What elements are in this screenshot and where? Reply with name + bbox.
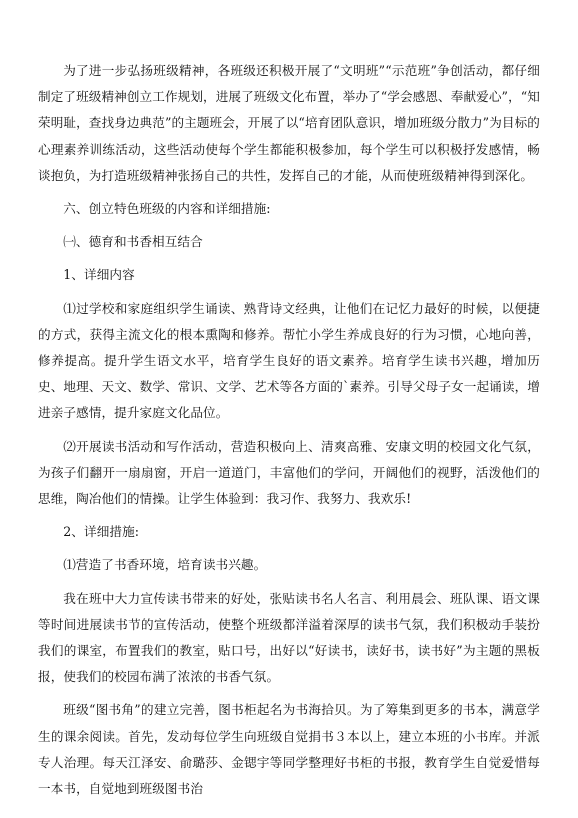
- item-heading-measures: 2、详细措施:: [63, 524, 140, 540]
- paragraph-class-spirit: 为了进一步弘扬班级精神，各班级还积极开展了“文明班”“示范班”争创活动，都仔细制定了班级精神创立工作规划，进展了班级文化布置，举办了“学会感恩、奉献爱心”，“知荣明耻，查找身边典范”的主题班会，开展了以“培育团队意识，增加班级分散力”为目标的心理素养训练活动，这些活动使每个学生都能积极参加，每个学生可以积极抒发感情，畅谈抱负，为打造班级精神张扬自己的共性，发挥自己的才能，从而使班级精神得到深化。: [38, 63, 540, 183]
- paragraph-measure-1: ⑴营造了书香环境，培育读书兴趣。: [63, 557, 267, 573]
- paragraph-reading-promotion: 我在班中大力宣传读书带来的好处，张贴读书名人名言、利用晨会、班队课、语文课等时间进展读书节的宣传活动，使整个班级都洋溢着深厚的读书气氛，我们积极动手装扮我们的课室，布置我们的教室，贴口号，出好以“好读书，读好书，读书好”为主题的黑板报，使我们的校园布满了浓浓的书香气氛。: [38, 590, 540, 685]
- subsection-heading-one: ㈠、德育和书香相互结合: [63, 234, 203, 250]
- paragraph-book-corner: 班级“图书角”的建立完善，图书柜起名为书海拾贝。为了筹集到更多的书本，满意学生的课余阅读。首先，发动每位学生向班级自觉捐书３本以上，建立本班的小书库。并派专人治理。每天江泽安、俞璐莎、金锶宇等同学整理好书柜的书报，教育学生自觉爱惜每一本书，自觉地到班级图书治: [38, 702, 540, 797]
- paragraph-content-1: ⑴过学校和家庭组织学生诵读、熟背诗文经典，让他们在记忆力最好的时候，以便捷的方式，获得主流文化的根本熏陶和修养。帮忙小学生养成良好的行为习惯，心地向善，修养提高。提升学生语文水平，培育学生良好的语文素养。培育学生读书兴趣，增加历史、地理、天文、数学、常识、文学、艺术等各方面的`素养。引导父母子女一起诵读，增进亲子感情，提升家庭文化品位。: [38, 300, 540, 421]
- item-heading-content: 1、详细内容: [63, 267, 135, 283]
- section-heading-six: 六、创立特色班级的内容和详细措施:: [63, 201, 271, 217]
- paragraph-content-2: ⑵开展读书活动和写作活动，营造积极向上、清爽高雅、安康文明的校园文化气氛，为孩子们翻开一扇扇窗，开启一道道门，丰富他们的学问，开阔他们的视野，活泼他们的思维，陶冶他们的情操。让学生体验到：我习作、我努力、我欢乐!: [38, 438, 540, 507]
